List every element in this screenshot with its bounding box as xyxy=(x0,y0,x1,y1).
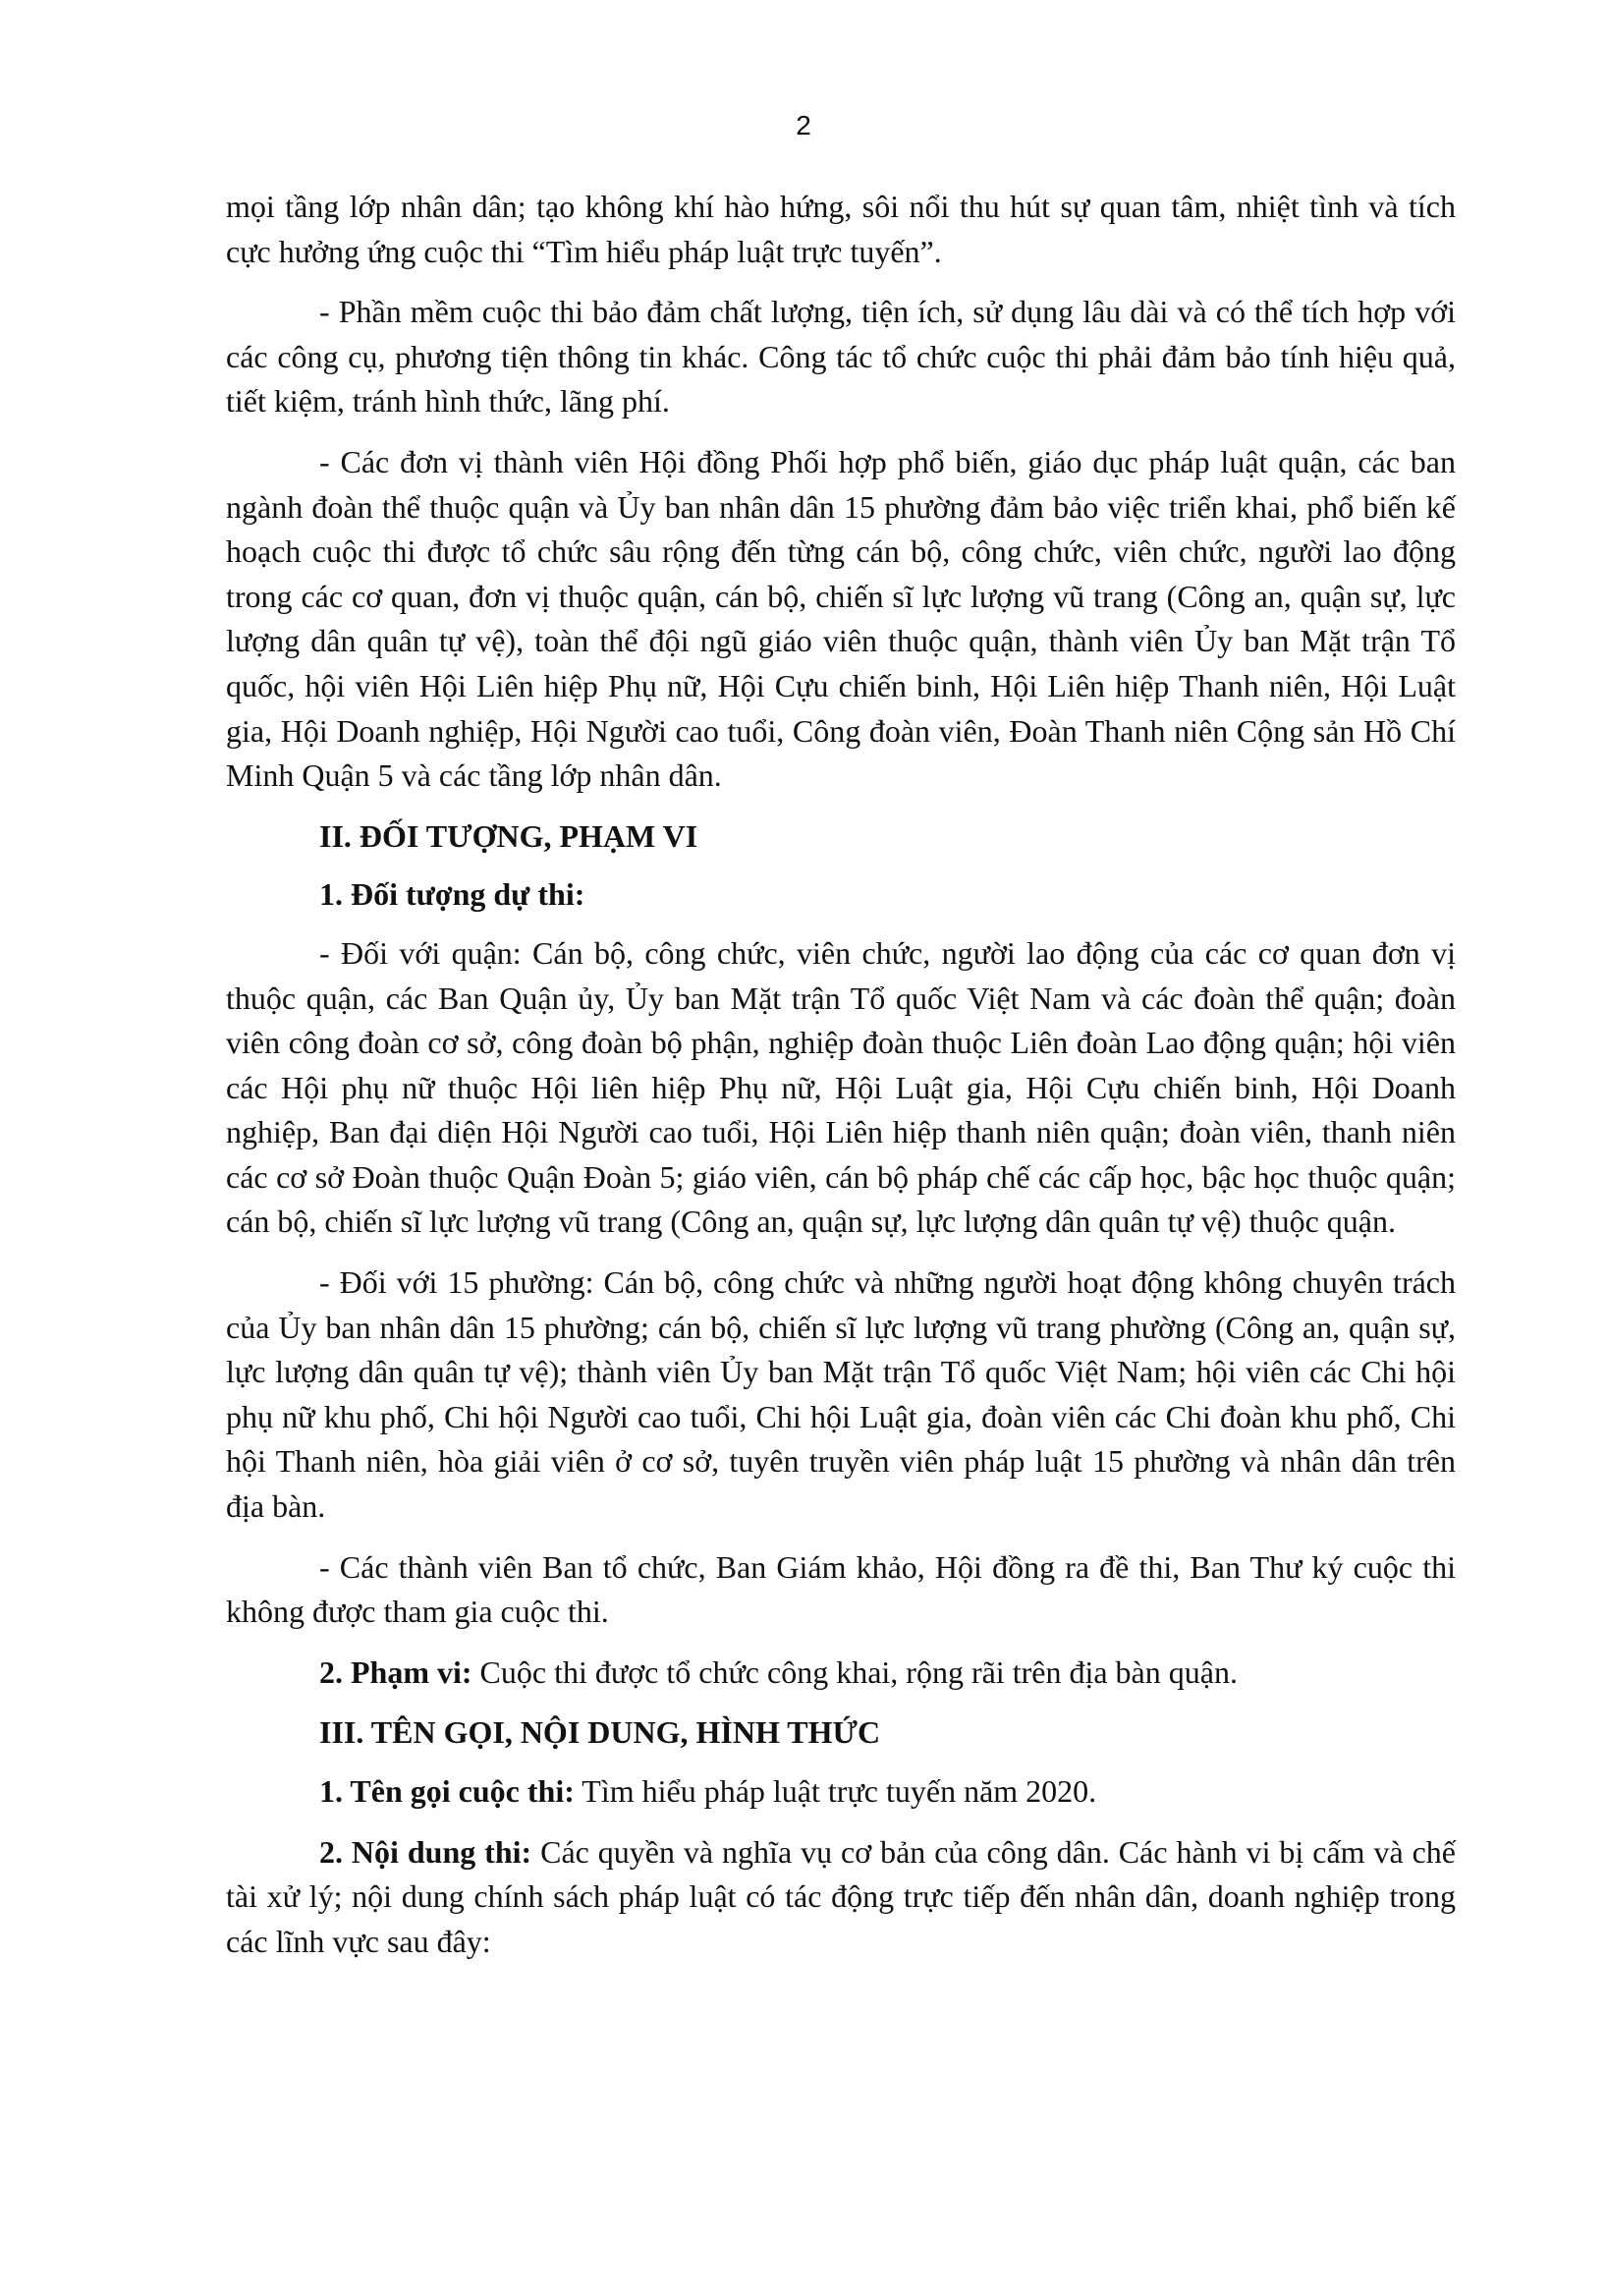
paragraph-excluded-members: - Các thành viên Ban tổ chức, Ban Giám khảo, Hội đồng ra đề thi, Ban Thư ký cuộc thi không được tham gia cuộc thi. xyxy=(226,1548,1456,1630)
subheading-participants: 1. Đối tượng dự thi: xyxy=(319,876,585,913)
paragraph-member-units: - Các đơn vị thành viên Hội đồng Phối hợp phổ biến, giáo dục pháp luật quận, các ban ngành đoàn thể thuộc quận và Ủy ban nhân dân 15 phường đảm bảo việc triển khai, phổ biến kế hoạch cuộc thi được tổ chức sâu rộng đến từng cán bộ, công chức, viên chức, người lao động trong các cơ quan, đơn vị thuộc quận, cán bộ, chiến sĩ lực lượng vũ trang (Công an, quận sự, lực lượng dân quân tự vệ), toàn thể đội ngũ giáo viên thuộc quận, thành viên Ủy ban Mặt trận Tổ quốc, hội viên Hội Liên hiệp Phụ nữ, Hội Cựu chiến binh, Hội Liên hiệp Thanh niên, Hội Luật gia, Hội Doanh nghiệp, Hội Người cao tuổi, Công đoàn viên, Đoàn Thanh niên Cộng sản Hồ Chí Minh Quận 5 và các tầng lớp nhân dân. xyxy=(226,443,1456,794)
scope-label: 2. Phạm vi: xyxy=(319,1653,472,1690)
paragraph-contest-content xyxy=(226,1830,1456,1965)
paragraph-ward-participants: - Đối với 15 phường: Cán bộ, công chức và những người hoạt động không chuyên trách của Ủy ban nhân dân 15 phường; cán bộ, chiến sĩ lực lượng vũ trang phường (Công an, quận sự, lực lượng dân quân tự vệ); thành viên Ủy ban Mặt trận Tổ quốc Việt Nam; hội viên các Chi hội phụ nữ khu phố, Chi hội Người cao tuổi, Chi hội Luật gia, đoàn viên các Chi đoàn khu phố, Chi hội Thanh niên, hòa giải viên ở cơ sở, tuyên truyền viên pháp luật 15 phường và nhân dân trên địa bàn. xyxy=(226,1264,1456,1525)
paragraph-continuation: mọi tầng lớp nhân dân; tạo không khí hào hứng, sôi nổi thu hút sự quan tâm, nhiệt tình và tích cực hưởng ứng cuộc thi “Tìm hiểu pháp luật trực tuyến”. xyxy=(226,189,1456,269)
paragraph-district-participants: - Đối với quận: Cán bộ, công chức, viên chức, người lao động của các cơ quan đơn vị thuộc quận, các Ban Quận ủy, Ủy ban Mặt trận Tổ quốc Việt Nam và các đoàn thể quận; đoàn viên công đoàn cơ sở, công đoàn bộ phận, nghiệp đoàn thuộc Liên đoàn Lao động quận; hội viên các Hội phụ nữ thuộc Hội liên hiệp Phụ nữ, Hội Luật gia, Hội Cựu chiến binh, Hội Doanh nghiệp, Ban đại diện Hội Người cao tuổi, Hội Liên hiệp thanh niên quận; đoàn viên, thanh niên các cơ sở Đoàn thuộc Quận Đoàn 5; giáo viên, cán bộ pháp chế các cấp học, bậc học thuộc quận; cán bộ, chiến sĩ lực lượng vũ trang (Công an, quận sự, lực lượng dân quân tự vệ) thuộc quận. xyxy=(226,934,1456,1240)
paragraph-software-quality: - Phần mềm cuộc thi bảo đảm chất lượng, tiện ích, sử dụng lâu dài và có thể tích hợp với các công cụ, phương tiện thông tin khác. Công tác tổ chức cuộc thi phải đảm bảo tính hiệu quả, tiết kiệm, tránh hình thức, lãng phí. xyxy=(226,294,1456,420)
contest-name-text: Tìm hiểu pháp luật trực tuyến năm 2020. xyxy=(574,1773,1097,1809)
page-number: 2 xyxy=(796,110,811,140)
contest-content-label: 2. Nội dung thi: xyxy=(319,1833,532,1870)
scope-text: Cuộc thi được tổ chức công khai, rộng rãi trên địa bàn quận. xyxy=(471,1653,1238,1690)
paragraph-contest-name xyxy=(226,1769,1456,1815)
paragraph-scope xyxy=(226,1651,1456,1696)
document-body xyxy=(226,185,1456,1980)
section-heading-objects-scope: II. ĐỐI TƯỢNG, PHẠM VI xyxy=(319,817,698,854)
section-heading-name-content-form: III. TÊN GỌI, NỘI DUNG, HÌNH THỨC xyxy=(319,1714,881,1751)
contest-name-label: 1. Tên gọi cuộc thi: xyxy=(319,1773,575,1809)
contest-content-text: Các quyền và nghĩa vụ cơ bản của công dân. Các hành vi bị cấm và chế tài xử lý; nội dung chính sách pháp luật có tác động trực tiếp đến nhân dân, doanh nghiệp trong các lĩnh vực sau đây: xyxy=(226,1833,1457,1959)
